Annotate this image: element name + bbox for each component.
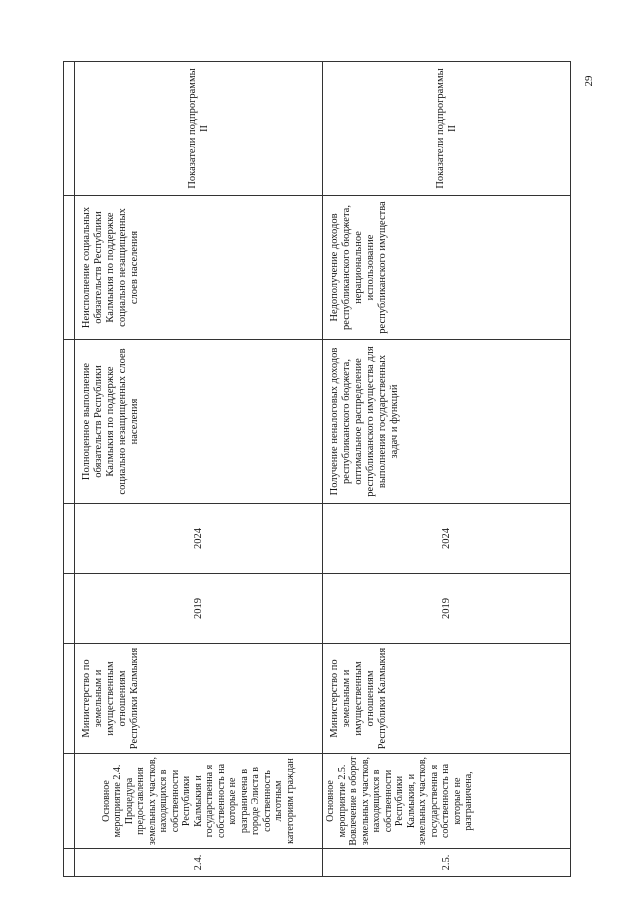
- gap-cell: [64, 849, 75, 877]
- gap-cell: [64, 62, 75, 196]
- page-number: 29: [583, 75, 595, 87]
- table-row: [75, 62, 323, 877]
- table-top-gap-row: [64, 62, 75, 877]
- program-indicators: Показатели подпрограммы II: [323, 62, 571, 196]
- gap-cell: [64, 196, 75, 340]
- end-year: 2024: [323, 504, 571, 574]
- non-implementation-consequences: Недополучение доходов республиканского бюджета, нерациональное использование республиканского имущества: [323, 196, 571, 340]
- program-indicators: Показатели подпрограммы II: [75, 62, 323, 196]
- row-number: 2.4.: [75, 849, 323, 877]
- end-year: 2024: [75, 504, 323, 574]
- program-activities-table: [63, 61, 571, 877]
- gap-cell: [64, 340, 75, 504]
- gap-cell: [64, 754, 75, 849]
- gap-cell: [64, 504, 75, 574]
- gap-cell: [64, 574, 75, 644]
- table-row: [323, 62, 571, 877]
- expected-result: Получение неналоговых доходов республиканского бюджета, оптимальное распределение республиканского имущества для выполнения государственных задач и функций: [323, 340, 571, 504]
- activity-name: Основное мероприятие 2.5. Вовлечение в оборот земельных участков, находящихся в собственности Республики Калмыкия, и земельных участков, государственна я собственность на которые не разграничена,: [323, 754, 571, 849]
- executor: Министерство по земельным и имущественным отношениям Республики Калмыкия: [75, 644, 323, 754]
- start-year: 2019: [323, 574, 571, 644]
- executor: Министерство по земельным и имущественным отношениям Республики Калмыкия: [323, 644, 571, 754]
- row-number: 2.5.: [323, 849, 571, 877]
- activity-name: Основное мероприятие 2.4. Процедура предоставления земельных участков, находящихся в собственности Республики Калмыкия и государственна я собственность на которые не разграничена в городе Элиста в собственность льготным категориям граждан: [75, 754, 323, 849]
- gap-cell: [64, 644, 75, 754]
- expected-result: Полноценное выполнение обязательств Республики Калмыкия по поддержке социально незащищенных слоев населения: [75, 340, 323, 504]
- rotated-table-wrapper: [63, 62, 553, 877]
- non-implementation-consequences: Неисполнение социальных обязательств Республики Калмыкия по поддержке социально незащищенных слоев населения: [75, 196, 323, 340]
- start-year: 2019: [75, 574, 323, 644]
